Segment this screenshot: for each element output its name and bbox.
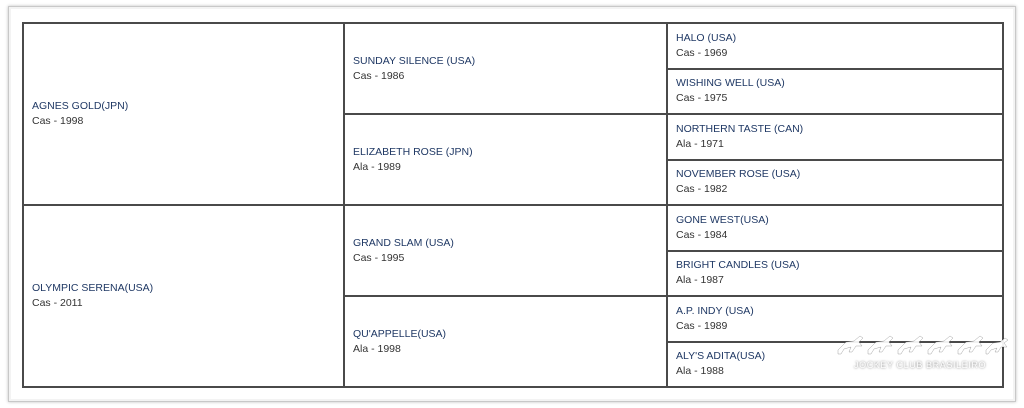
horse-info: Cas - 1986: [353, 69, 405, 82]
ancestor-cell[interactable]: [667, 23, 1003, 69]
horse-info: Cas - 1989: [676, 319, 728, 332]
paternal-grandsire-cell[interactable]: [344, 23, 667, 114]
horse-name[interactable]: QU'APPELLE(USA): [353, 327, 447, 340]
horse-name[interactable]: GRAND SLAM (USA): [353, 236, 454, 249]
horse-info: Ala - 1998: [353, 342, 401, 355]
maternal-granddam-cell[interactable]: [344, 296, 667, 387]
maternal-grandsire-cell[interactable]: [344, 205, 667, 296]
horse-info: Cas - 1975: [676, 92, 728, 105]
horse-info: Ala - 1971: [676, 137, 724, 150]
horse-name[interactable]: SUNDAY SILENCE (USA): [353, 54, 476, 67]
horse-name[interactable]: AGNES GOLD(JPN): [32, 100, 129, 112]
ancestor-cell[interactable]: [667, 342, 1003, 388]
horse-info: Cas - 1982: [676, 183, 728, 196]
horse-name[interactable]: HALO (USA): [676, 31, 737, 44]
horse-info: Ala - 1987: [676, 274, 724, 287]
paternal-granddam-cell[interactable]: [344, 114, 667, 205]
horse-info: Cas - 2011: [32, 297, 83, 309]
horse-info: Cas - 1995: [353, 251, 405, 264]
ancestor-cell[interactable]: [667, 160, 1003, 206]
ancestor-cell[interactable]: [667, 296, 1003, 342]
horse-name[interactable]: WISHING WELL (USA): [676, 77, 785, 90]
ancestor-cell[interactable]: [667, 114, 1003, 160]
horse-name[interactable]: ALY'S ADITA(USA): [676, 350, 766, 363]
horse-info: Cas - 1984: [676, 228, 728, 241]
horse-name[interactable]: NOVEMBER ROSE (USA): [676, 168, 801, 181]
horse-info: Ala - 1989: [353, 160, 401, 173]
ancestor-cell[interactable]: [667, 205, 1003, 251]
dam-cell[interactable]: [23, 205, 344, 387]
horse-info: Ala - 1988: [676, 365, 724, 378]
sire-cell[interactable]: [23, 23, 344, 205]
horse-name[interactable]: ELIZABETH ROSE (JPN): [353, 145, 473, 158]
horse-info: Cas - 1998: [32, 115, 84, 127]
ancestor-cell[interactable]: [667, 251, 1003, 297]
horse-name[interactable]: BRIGHT CANDLES (USA): [676, 259, 800, 272]
horse-name[interactable]: GONE WEST(USA): [676, 213, 769, 226]
pedigree-table: [22, 22, 1004, 388]
horse-name[interactable]: OLYMPIC SERENA(USA): [32, 282, 154, 294]
horse-info: Cas - 1969: [676, 46, 728, 59]
ancestor-cell[interactable]: [667, 69, 1003, 115]
watermark-text: JOCKEY CLUB BRASILEIRO: [854, 360, 987, 370]
horse-name[interactable]: A.P. INDY (USA): [676, 304, 754, 317]
horse-name[interactable]: NORTHERN TASTE (CAN): [676, 122, 804, 135]
